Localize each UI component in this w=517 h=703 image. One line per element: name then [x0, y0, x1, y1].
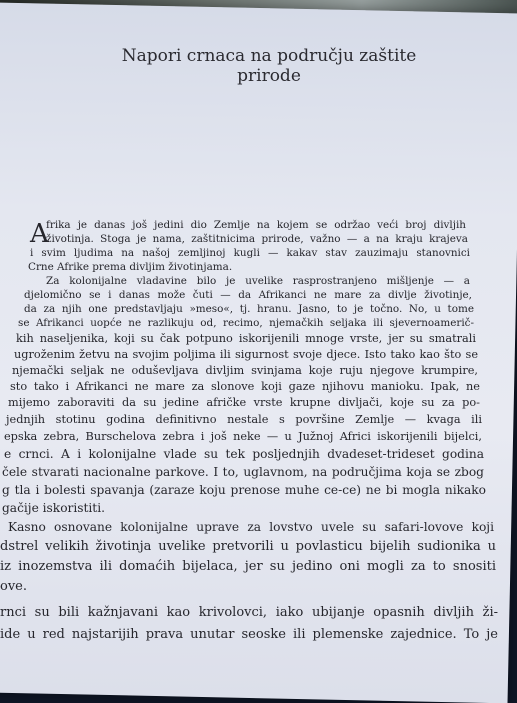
text-line: djelomično se i danas može čuti — da Afrikanci ne mare za divlje životinje, — [23, 289, 472, 301]
text-line: njemački seljak ne oduševljava divljim svinjama koje ruju njegove krumpire, — [11, 364, 478, 377]
text-line: iz inozemstva ili domaćih bijelaca, jer su jedino oni mogli za to snositi — [0, 559, 497, 574]
text-line: čele stvarati nacionalne parkove. I to, uglavnom, na područjima koja se zbog — [2, 465, 484, 479]
text-line: i svim ljudima na našoj zemljinoj kugli — kakav stav zauzimaju stanovnici — [29, 247, 470, 259]
text-line: e crnci. A i kolonijalne vlade su tek posljednjih dvadeset-trideset godina — [3, 447, 484, 461]
text-line: rnci su bili kažnjavani kao krivolovci, iako ubijanje opasnih divljih ži- — [0, 605, 499, 620]
chapter-title — [34, 46, 504, 86]
text-line: mijemo zaboraviti da su jedine afričke vrste krupne divljači, koje su za po- — [8, 396, 481, 409]
text-line: epska zebra, Burschelova zebra i još neke — u Južnoj Africi iskorijenili bijelci, — [4, 430, 482, 443]
text-line: gačije iskoristiti. — [2, 501, 105, 515]
text-line: Kasno osnovane kolonijalne uprave za lovstvo uvele su safari-lovove koji — [7, 520, 494, 534]
text-line: Crne Afrike prema divljim životinjama. — [27, 261, 233, 273]
book-page — [0, 2, 517, 703]
text-line: ugroženim žetvu na svojim poljima ili sigurnost svoje djece. Isto tako kao što se — [14, 348, 479, 361]
text-line: kih naseljenika, koji su čak potpuno iskorijenili mnoge vrste, jer su smatrali — [16, 332, 476, 345]
text-line: ove. — [0, 579, 28, 594]
drop-cap: A — [29, 219, 49, 249]
text-line: Za kolonijalne vladavine bilo je uvelike rasprostranjeno mišljenje — a — [46, 275, 470, 287]
text-line: frika je danas još jedini dio Zemlje na kojem se održao veći broj divljih — [46, 219, 466, 231]
text-line: g tla i bolesti spavanja (zaraze koju prenose muhe ce-ce) ne bi mogla nikako — [1, 483, 486, 497]
text-line: dstrel velikih životinja uvelike pretvorili u povlasticu bijelih sudionika u — [0, 539, 497, 554]
text-line: ide u red najstarijih prava unutar seoske ili plemenske zajednice. To je — [0, 627, 498, 642]
page-content — [0, 8, 517, 698]
text-line: jednjih stotinu godina definitivno nestale s površine Zemlje — kvaga ili — [5, 413, 482, 426]
chapter-title-line-2: prirode — [237, 66, 301, 86]
text-line: sto tako i Afrikanci ne mare za slonove koji gaze njihovu manioku. Ipak, ne — [10, 380, 480, 393]
text-line: da za njih one predstavljaju »meso«, tj. hranu. Jasno, to je točno. No, u tome — [24, 303, 475, 315]
text-line: se Afrikanci uopće ne razlikuju od, recimo, njemačkih seljaka ili sjevernoamerič- — [18, 317, 474, 329]
chapter-title-line-1: Napori crnaca na području zaštite — [121, 46, 417, 66]
text-line: životinja. Stoga je nama, zaštitnicima prirode, važno — a na kraju krajeva — [46, 233, 468, 245]
